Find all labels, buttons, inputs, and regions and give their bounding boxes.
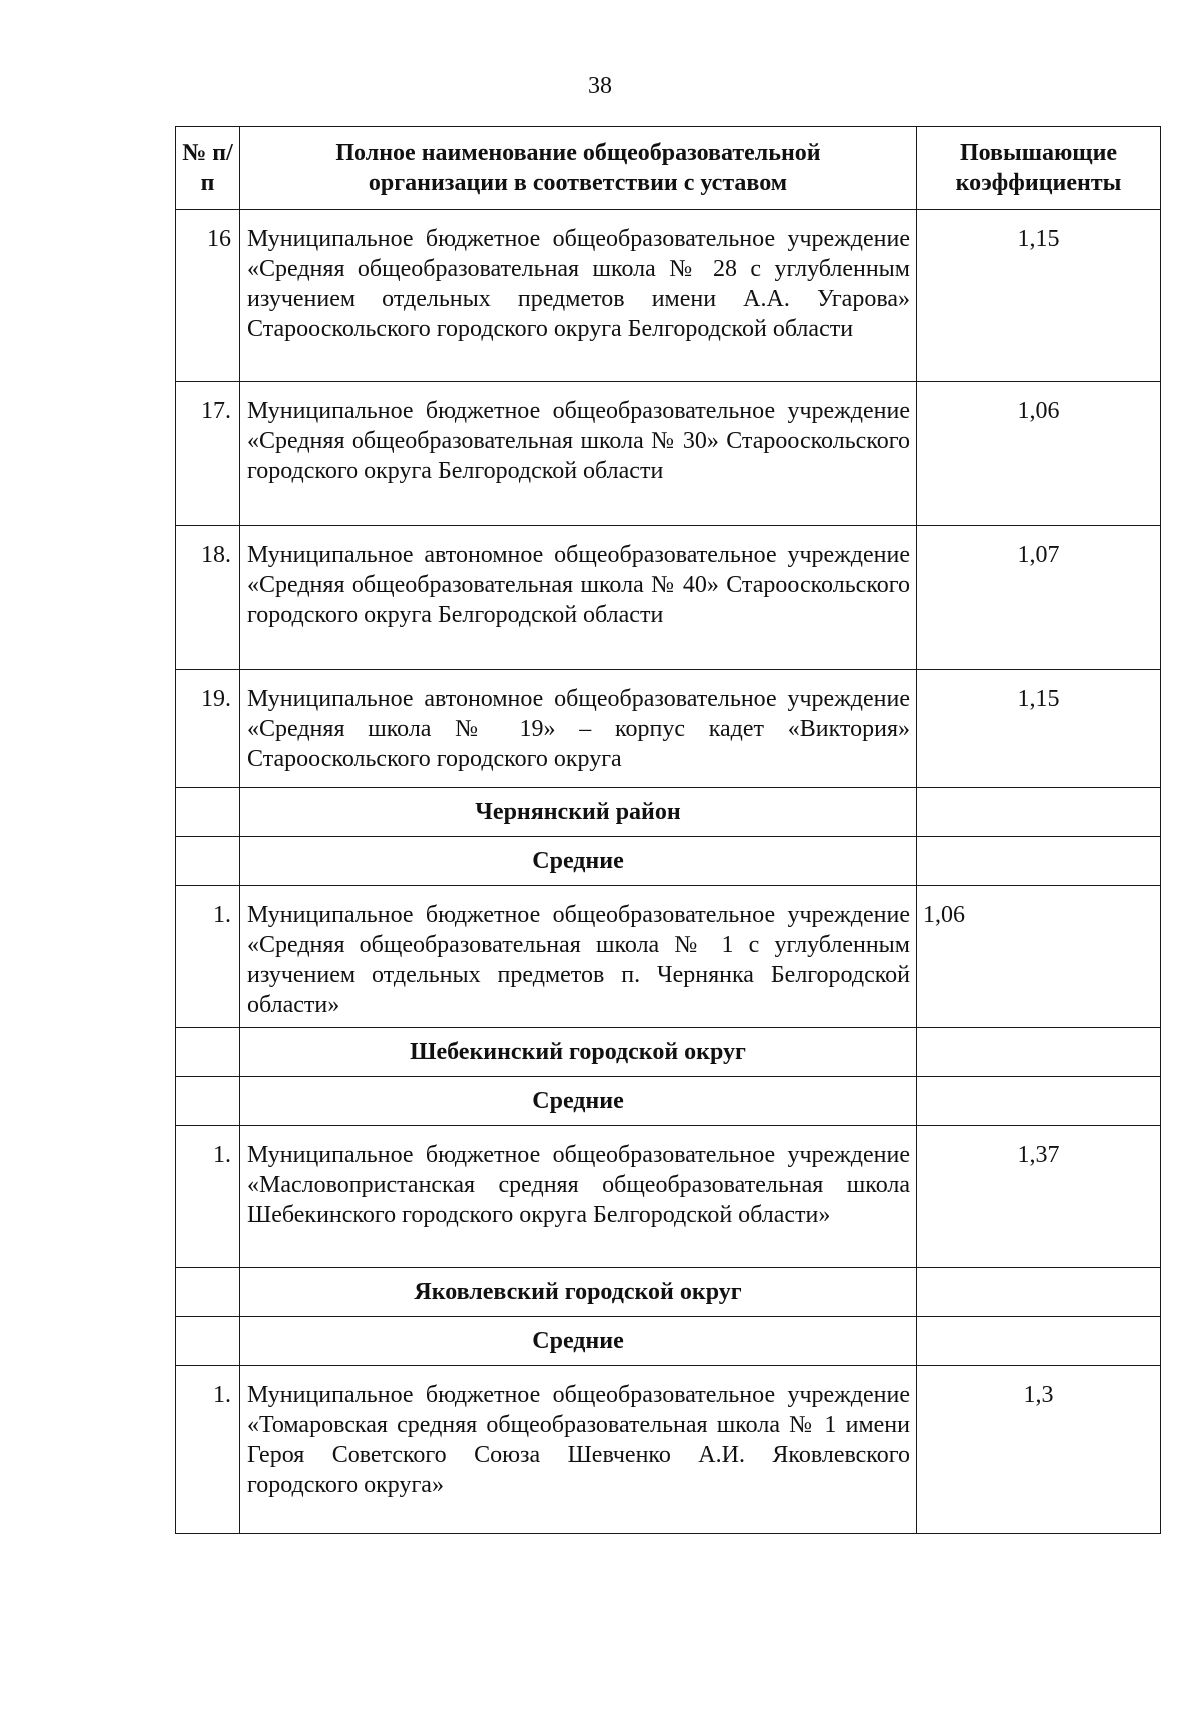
table-row bbox=[176, 526, 1161, 670]
row-name: Муниципальное бюджетное общеобразовательное учреждение «Средняя общеобразовательная школа № 1 с углубленным изучением отдельных предметов п. Чернянка Белгородской области» bbox=[240, 886, 917, 1028]
coefficients-table bbox=[175, 126, 1161, 1534]
row-name: Муниципальное бюджетное общеобразовательное учреждение «Томаровская средняя общеобразовательная школа № 1 имени Героя Советского Союза Шевченко А.И. Яковлевского городского округа» bbox=[240, 1366, 917, 1534]
header-num: № п/п bbox=[176, 127, 240, 210]
row-coef: 1,37 bbox=[917, 1126, 1161, 1268]
section-category: Средние bbox=[240, 837, 917, 886]
table-row bbox=[176, 670, 1161, 788]
header-name: Полное наименование общеобразовательной организации в соответствии с уставом bbox=[240, 127, 917, 210]
row-num: 19. bbox=[176, 670, 240, 788]
section-category: Средние bbox=[240, 1077, 917, 1126]
row-name: Муниципальное автономное общеобразовательное учреждение «Средняя общеобразовательная школа № 40» Старооскольского городского округа Белгородской области bbox=[240, 526, 917, 670]
table-header-row bbox=[176, 127, 1161, 210]
empty-cell bbox=[176, 1268, 240, 1317]
row-name: Муниципальное автономное общеобразовательное учреждение «Средняя школа № 19» – корпус кадет «Виктория» Старооскольского городского округа bbox=[240, 670, 917, 788]
table-row bbox=[176, 1366, 1161, 1534]
table-row bbox=[176, 210, 1161, 382]
empty-cell bbox=[917, 1077, 1161, 1126]
empty-cell bbox=[176, 1317, 240, 1366]
row-coef: 1,06 bbox=[917, 382, 1161, 526]
row-coef: 1,06 bbox=[917, 886, 1161, 1028]
row-num: 1. bbox=[176, 1126, 240, 1268]
row-num: 17. bbox=[176, 382, 240, 526]
section-district-row bbox=[176, 1268, 1161, 1317]
empty-cell bbox=[917, 1268, 1161, 1317]
section-category-row bbox=[176, 837, 1161, 886]
empty-cell bbox=[917, 837, 1161, 886]
row-name: Муниципальное бюджетное общеобразовательное учреждение «Средняя общеобразовательная школа № 30» Старооскольского городского округа Белгородской области bbox=[240, 382, 917, 526]
row-num: 16 bbox=[176, 210, 240, 382]
row-num: 1. bbox=[176, 1366, 240, 1534]
empty-cell bbox=[917, 1028, 1161, 1077]
section-category: Средние bbox=[240, 1317, 917, 1366]
empty-cell bbox=[176, 1077, 240, 1126]
section-category-row bbox=[176, 1317, 1161, 1366]
row-coef: 1,3 bbox=[917, 1366, 1161, 1534]
row-coef: 1,15 bbox=[917, 210, 1161, 382]
section-district: Чернянский район bbox=[240, 788, 917, 837]
empty-cell bbox=[176, 788, 240, 837]
row-num: 18. bbox=[176, 526, 240, 670]
empty-cell bbox=[176, 1028, 240, 1077]
page-number: 38 bbox=[588, 73, 612, 99]
section-district: Шебекинский городской округ bbox=[240, 1028, 917, 1077]
row-num: 1. bbox=[176, 886, 240, 1028]
section-district-row bbox=[176, 1028, 1161, 1077]
row-name: Муниципальное бюджетное общеобразовательное учреждение «Масловопристанская средняя общеобразовательная школа Шебекинского городского округа Белгородской области» bbox=[240, 1126, 917, 1268]
row-name: Муниципальное бюджетное общеобразовательное учреждение «Средняя общеобразовательная школа № 28 с углубленным изучением отдельных предметов имени А.А. Угарова» Старооскольского городского округа Белгородской области bbox=[240, 210, 917, 382]
row-coef: 1,15 bbox=[917, 670, 1161, 788]
empty-cell bbox=[917, 788, 1161, 837]
empty-cell bbox=[176, 837, 240, 886]
section-category-row bbox=[176, 1077, 1161, 1126]
section-district: Яковлевский городской округ bbox=[240, 1268, 917, 1317]
table-row bbox=[176, 382, 1161, 526]
empty-cell bbox=[917, 1317, 1161, 1366]
row-coef: 1,07 bbox=[917, 526, 1161, 670]
section-district-row bbox=[176, 788, 1161, 837]
table-row bbox=[176, 886, 1161, 1028]
header-coef: Повышающие коэффициенты bbox=[917, 127, 1161, 210]
table-row bbox=[176, 1126, 1161, 1268]
